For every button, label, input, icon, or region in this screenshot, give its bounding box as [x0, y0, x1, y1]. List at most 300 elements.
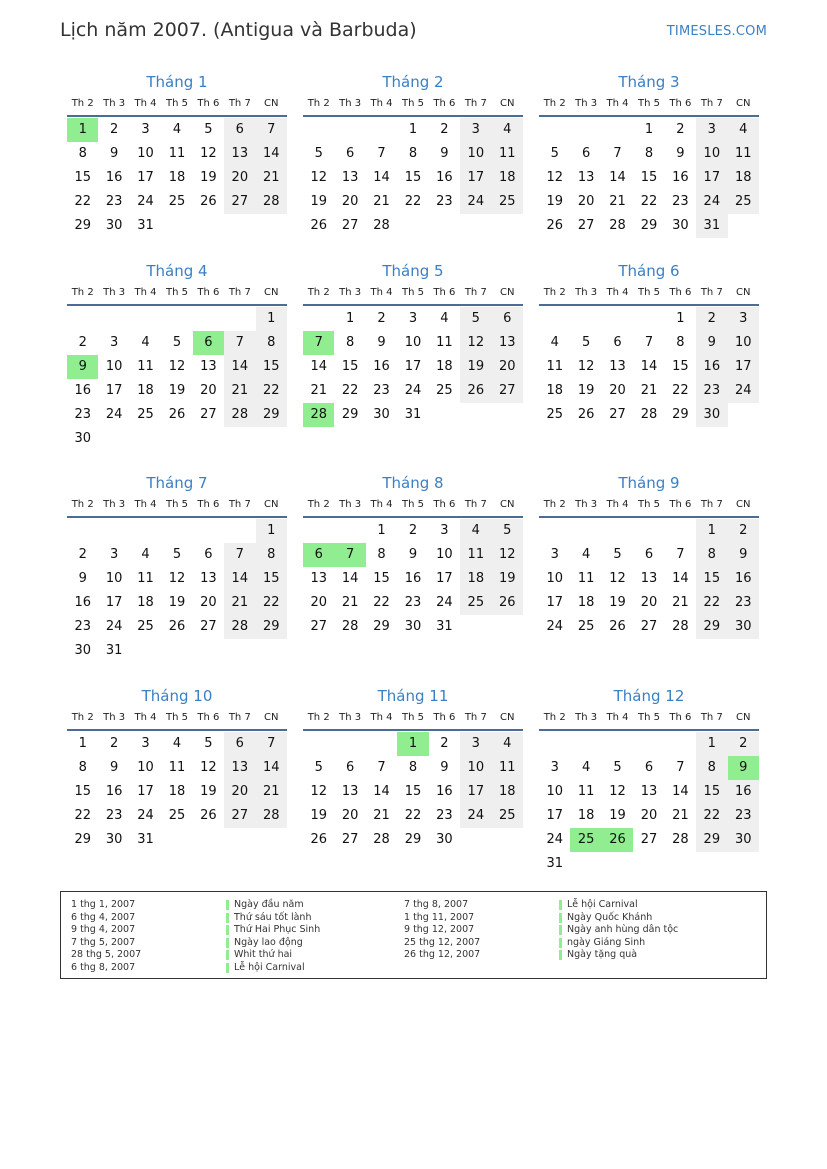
- day-cell: 4: [141, 335, 150, 350]
- weekday-label: Th 2: [543, 287, 566, 298]
- day-cell: 23: [373, 383, 390, 398]
- day-cell: 15: [640, 170, 658, 185]
- day-cell: 22: [256, 379, 287, 403]
- weekday-label: Th 2: [307, 499, 330, 510]
- day-cell: 28: [224, 615, 255, 639]
- day-cell: 7: [303, 331, 334, 355]
- weekday-label: Th 4: [370, 98, 393, 109]
- day-cell: 6: [303, 543, 334, 567]
- legend-entry: 6 thg 4, 2007: [71, 911, 136, 923]
- legend-entry: Ngày anh hùng dân tộc: [559, 924, 678, 937]
- day-cell: 7: [676, 760, 685, 775]
- day-cell: 30: [728, 615, 759, 639]
- day-cell: 11: [137, 571, 154, 586]
- legend-dates-col-1: [71, 899, 141, 974]
- day-cell: 7: [644, 335, 654, 350]
- day-cell: 15: [696, 567, 727, 591]
- empty-cell: [602, 732, 633, 756]
- day-cell: 10: [105, 359, 123, 374]
- day-cell: 24: [105, 407, 123, 422]
- day-cell: 8: [78, 146, 87, 161]
- weekday-label: Th 4: [606, 287, 629, 298]
- month-name: Tháng 4: [146, 262, 208, 280]
- weekday-header: [303, 93, 523, 117]
- day-cell: 14: [672, 571, 689, 586]
- day-cell: 1: [696, 519, 727, 543]
- day-cell: 30: [696, 403, 727, 427]
- day-cell: 20: [224, 780, 255, 804]
- day-cell: 5: [314, 760, 323, 775]
- weekday-label: Th 5: [401, 98, 424, 109]
- day-cell: 5: [314, 146, 323, 161]
- weekday-label: Th 4: [370, 712, 393, 723]
- day-cell: 24: [436, 595, 453, 610]
- day-cell: 23: [436, 194, 453, 209]
- day-cell: 14: [373, 170, 390, 185]
- weekday-label: Th 4: [606, 712, 629, 723]
- day-cell: 31: [105, 643, 123, 658]
- day-grid: [67, 732, 287, 852]
- day-cell: 24: [105, 619, 123, 634]
- day-cell: 1: [377, 523, 386, 538]
- day-cell: 4: [172, 122, 182, 137]
- day-cell: 12: [609, 784, 626, 799]
- day-cell: 27: [200, 619, 217, 634]
- day-cell: 24: [460, 804, 491, 828]
- weekday-label: Th 3: [103, 712, 126, 723]
- day-cell: 5: [172, 335, 182, 350]
- day-cell: 13: [609, 359, 626, 374]
- day-cell: 15: [404, 784, 422, 799]
- day-cell: 14: [224, 567, 255, 591]
- day-cell: 16: [728, 567, 759, 591]
- weekday-label: Th 3: [339, 499, 362, 510]
- weekday-label: Th 2: [71, 499, 94, 510]
- day-cell: 16: [404, 571, 422, 586]
- day-cell: 24: [696, 190, 727, 214]
- empty-cell: [602, 519, 633, 543]
- day-cell: 10: [460, 142, 491, 166]
- day-cell: 1: [676, 311, 685, 326]
- day-cell: 12: [310, 170, 327, 185]
- day-cell: 20: [200, 383, 217, 398]
- day-cell: 8: [676, 335, 685, 350]
- day-cell: 8: [377, 547, 386, 562]
- month-block: [67, 260, 287, 451]
- day-cell: 16: [74, 595, 91, 610]
- day-cell: 17: [460, 780, 491, 804]
- day-cell: 25: [137, 619, 154, 634]
- weekday-header: [539, 93, 759, 117]
- month-block: [67, 472, 287, 663]
- weekday-header: [67, 707, 287, 731]
- day-cell: 9: [109, 146, 119, 161]
- day-cell: 8: [696, 756, 727, 780]
- day-cell: 14: [256, 142, 287, 166]
- day-cell: 21: [609, 194, 626, 209]
- day-cell: 3: [141, 736, 150, 751]
- weekday-header: [303, 282, 523, 306]
- day-cell: 26: [168, 407, 186, 422]
- day-cell: 10: [137, 146, 154, 161]
- day-cell: 13: [640, 571, 658, 586]
- day-cell: 3: [408, 311, 418, 326]
- day-cell: 8: [345, 335, 355, 350]
- weekday-header: [67, 494, 287, 518]
- day-cell: 6: [224, 732, 255, 756]
- empty-cell: [130, 519, 161, 543]
- day-cell: 16: [74, 383, 91, 398]
- legend-entry: Lễ hội Carnival: [559, 899, 678, 912]
- day-cell: 1: [67, 118, 98, 142]
- day-cell: 1: [397, 732, 428, 756]
- legend-entry: Whit thứ hai: [226, 949, 320, 962]
- day-cell: 7: [613, 146, 622, 161]
- day-cell: 11: [492, 756, 523, 780]
- day-cell: 18: [168, 784, 186, 799]
- day-cell: 14: [224, 355, 255, 379]
- legend-dates-col-2: [404, 899, 480, 962]
- day-cell: 30: [672, 218, 689, 233]
- day-cell: 6: [204, 547, 213, 562]
- day-cell: 18: [577, 595, 595, 610]
- day-cell: 26: [310, 218, 327, 233]
- day-cell: 6: [345, 146, 355, 161]
- day-cell: 17: [728, 355, 759, 379]
- day-cell: 19: [168, 383, 186, 398]
- weekday-label: Th 5: [165, 287, 188, 298]
- month-name: Tháng 7: [146, 474, 208, 492]
- day-cell: 10: [436, 547, 453, 562]
- weekday-label: Th 7: [464, 287, 487, 298]
- day-cell: 28: [303, 403, 334, 427]
- legend-entry: Thứ Hai Phục Sinh: [226, 924, 320, 937]
- day-cell: 20: [224, 166, 255, 190]
- legend-entry: Ngày đầu năm: [226, 899, 320, 912]
- day-cell: 28: [256, 804, 287, 828]
- month-name: Tháng 11: [377, 687, 449, 705]
- day-cell: 4: [581, 547, 591, 562]
- day-cell: 18: [436, 359, 453, 374]
- weekday-label: Th 2: [71, 712, 94, 723]
- day-cell: 20: [609, 383, 626, 398]
- day-cell: 5: [550, 146, 559, 161]
- day-cell: 17: [137, 784, 154, 799]
- day-cell: 3: [440, 523, 449, 538]
- day-cell: 13: [200, 359, 217, 374]
- weekday-label: Th 5: [401, 499, 424, 510]
- weekday-label: Th 2: [307, 712, 330, 723]
- day-cell: 6: [193, 331, 224, 355]
- day-cell: 22: [74, 194, 91, 209]
- day-cell: 11: [728, 142, 759, 166]
- day-cell: 28: [672, 619, 689, 634]
- day-cell: 9: [676, 146, 685, 161]
- day-cell: 5: [613, 760, 622, 775]
- day-cell: 10: [105, 571, 123, 586]
- day-cell: 25: [168, 808, 186, 823]
- day-cell: 17: [436, 571, 453, 586]
- day-cell: 13: [224, 756, 255, 780]
- weekday-label: Th 7: [228, 499, 251, 510]
- empty-cell: [224, 307, 255, 331]
- day-cell: 29: [373, 619, 390, 634]
- legend-entry: Ngày lao động: [226, 937, 320, 950]
- weekday-label: Th 3: [339, 712, 362, 723]
- day-cell: 16: [105, 170, 123, 185]
- weekday-header: [303, 494, 523, 518]
- month-name: Tháng 5: [382, 262, 444, 280]
- day-cell: 4: [460, 519, 491, 543]
- day-cell: 5: [172, 547, 182, 562]
- day-cell: 21: [256, 166, 287, 190]
- day-grid: [539, 732, 759, 876]
- empty-cell: [130, 307, 161, 331]
- day-cell: 1: [644, 122, 654, 137]
- day-cell: 23: [728, 804, 759, 828]
- month-block: [539, 71, 759, 238]
- weekday-label: Th 4: [134, 98, 157, 109]
- weekday-label: Th 3: [575, 98, 598, 109]
- month-block: [539, 260, 759, 427]
- page-title: Lịch năm 2007. (Antigua và Barbuda): [60, 19, 417, 41]
- day-cell: 7: [224, 543, 255, 567]
- day-cell: 31: [137, 218, 154, 233]
- empty-cell: [366, 118, 397, 142]
- weekday-label: Th 2: [543, 712, 566, 723]
- weekday-label: Th 5: [165, 98, 188, 109]
- day-cell: 26: [460, 379, 491, 403]
- day-cell: 9: [440, 760, 449, 775]
- day-cell: 8: [696, 543, 727, 567]
- day-cell: 13: [200, 571, 217, 586]
- weekday-label: Th 6: [669, 98, 692, 109]
- day-cell: 23: [728, 591, 759, 615]
- brand-link[interactable]: TIMESLES.COM: [666, 24, 767, 39]
- day-cell: 4: [492, 118, 523, 142]
- day-cell: 16: [373, 359, 390, 374]
- day-cell: 29: [696, 615, 727, 639]
- day-cell: 9: [67, 355, 98, 379]
- empty-cell: [224, 519, 255, 543]
- day-cell: 6: [613, 335, 622, 350]
- weekday-label: Th 7: [464, 712, 487, 723]
- day-cell: 11: [577, 784, 595, 799]
- empty-cell: [161, 307, 192, 331]
- day-cell: 28: [373, 832, 390, 847]
- empty-cell: [539, 307, 570, 331]
- month-block: [303, 685, 523, 852]
- day-cell: 19: [200, 784, 217, 799]
- day-cell: 8: [408, 146, 418, 161]
- day-cell: 30: [373, 407, 390, 422]
- empty-cell: [67, 519, 98, 543]
- day-cell: 28: [672, 832, 689, 847]
- day-cell: 18: [728, 166, 759, 190]
- day-cell: 17: [404, 359, 422, 374]
- day-cell: 21: [224, 379, 255, 403]
- day-cell: 26: [200, 194, 217, 209]
- day-cell: 10: [460, 756, 491, 780]
- day-cell: 12: [546, 170, 563, 185]
- weekday-label: CN: [736, 287, 751, 298]
- day-cell: 17: [105, 383, 123, 398]
- weekday-label: CN: [264, 98, 279, 109]
- legend-entry: 1 thg 1, 2007: [71, 899, 136, 910]
- weekday-label: Th 6: [433, 499, 456, 510]
- day-cell: 16: [696, 355, 727, 379]
- day-grid: [67, 118, 287, 238]
- weekday-label: Th 2: [543, 499, 566, 510]
- day-cell: 8: [408, 760, 418, 775]
- weekday-label: CN: [500, 98, 515, 109]
- day-cell: 7: [377, 146, 386, 161]
- day-cell: 26: [546, 218, 563, 233]
- weekday-label: Th 4: [370, 287, 393, 298]
- day-cell: 7: [256, 118, 287, 142]
- weekday-label: Th 7: [464, 98, 487, 109]
- day-cell: 25: [492, 804, 523, 828]
- day-grid: [67, 307, 287, 451]
- day-cell: 3: [141, 122, 150, 137]
- day-cell: 3: [550, 760, 559, 775]
- day-cell: 25: [137, 407, 154, 422]
- weekday-label: Th 3: [103, 287, 126, 298]
- day-cell: 1: [78, 736, 87, 751]
- month-name: Tháng 3: [618, 73, 680, 91]
- weekday-label: Th 6: [433, 712, 456, 723]
- day-cell: 15: [696, 780, 727, 804]
- weekday-label: Th 5: [165, 499, 188, 510]
- weekday-header: [303, 707, 523, 731]
- day-cell: 13: [341, 784, 359, 799]
- empty-cell: [633, 519, 664, 543]
- legend-entry: 26 thg 12, 2007: [404, 949, 481, 960]
- day-cell: 4: [141, 547, 150, 562]
- weekday-label: Th 7: [700, 712, 723, 723]
- weekday-label: Th 2: [71, 98, 94, 109]
- day-cell: 22: [404, 194, 422, 209]
- empty-cell: [665, 732, 696, 756]
- day-cell: 8: [644, 146, 654, 161]
- day-cell: 20: [341, 808, 359, 823]
- day-cell: 18: [577, 808, 595, 823]
- legend-entry: 7 thg 8, 2007: [404, 899, 469, 910]
- day-cell: 2: [696, 307, 727, 331]
- day-cell: 25: [168, 194, 186, 209]
- day-cell: 23: [105, 194, 123, 209]
- legend-entry: Ngày Quốc Khánh: [559, 912, 678, 925]
- day-cell: 7: [224, 331, 255, 355]
- day-cell: 25: [570, 828, 601, 852]
- day-cell: 31: [436, 619, 453, 634]
- day-grid: [303, 118, 523, 238]
- day-cell: 10: [546, 784, 563, 799]
- day-cell: 2: [728, 732, 759, 756]
- day-cell: 27: [310, 619, 327, 634]
- day-cell: 1: [408, 122, 418, 137]
- weekday-label: Th 7: [464, 499, 487, 510]
- day-cell: 8: [78, 760, 87, 775]
- day-cell: 31: [404, 407, 422, 422]
- day-cell: 1: [696, 732, 727, 756]
- weekday-label: Th 3: [339, 287, 362, 298]
- empty-cell: [539, 732, 570, 756]
- day-cell: 6: [644, 760, 654, 775]
- day-cell: 5: [204, 122, 213, 137]
- day-cell: 30: [728, 828, 759, 852]
- day-cell: 1: [256, 307, 287, 331]
- day-cell: 12: [310, 784, 327, 799]
- day-cell: 14: [672, 784, 689, 799]
- weekday-label: CN: [264, 499, 279, 510]
- weekday-label: Th 2: [307, 98, 330, 109]
- empty-cell: [193, 519, 224, 543]
- weekday-label: Th 6: [433, 287, 456, 298]
- day-cell: 12: [168, 359, 186, 374]
- weekday-label: CN: [736, 712, 751, 723]
- weekday-label: Th 4: [606, 499, 629, 510]
- empty-cell: [303, 307, 334, 331]
- day-cell: 27: [341, 832, 359, 847]
- empty-cell: [539, 118, 570, 142]
- day-cell: 11: [546, 359, 563, 374]
- day-cell: 23: [404, 595, 422, 610]
- day-cell: 7: [256, 732, 287, 756]
- day-cell: 6: [224, 118, 255, 142]
- day-cell: 25: [577, 619, 595, 634]
- day-cell: 20: [310, 595, 327, 610]
- day-cell: 14: [609, 170, 626, 185]
- weekday-label: CN: [500, 287, 515, 298]
- day-cell: 4: [728, 118, 759, 142]
- day-cell: 19: [492, 567, 523, 591]
- day-cell: 13: [310, 571, 327, 586]
- day-cell: 17: [546, 808, 563, 823]
- day-cell: 12: [200, 760, 217, 775]
- day-cell: 19: [460, 355, 491, 379]
- weekday-label: Th 3: [575, 499, 598, 510]
- legend-entry: ngày Giáng Sinh: [559, 937, 678, 950]
- day-cell: 13: [640, 784, 658, 799]
- day-cell: 30: [436, 832, 453, 847]
- day-cell: 16: [436, 784, 453, 799]
- day-cell: 29: [256, 615, 287, 639]
- month-name: Tháng 2: [382, 73, 444, 91]
- day-cell: 13: [492, 331, 523, 355]
- weekday-label: Th 5: [637, 712, 660, 723]
- day-cell: 7: [676, 547, 685, 562]
- day-cell: 1: [256, 519, 287, 543]
- day-cell: 20: [341, 194, 359, 209]
- day-cell: 3: [728, 307, 759, 331]
- day-cell: 31: [696, 214, 727, 238]
- day-cell: 8: [256, 543, 287, 567]
- day-cell: 18: [137, 595, 154, 610]
- day-cell: 27: [341, 218, 359, 233]
- day-cell: 5: [613, 547, 622, 562]
- day-cell: 19: [577, 383, 595, 398]
- day-cell: 3: [550, 547, 559, 562]
- day-cell: 30: [404, 619, 422, 634]
- empty-cell: [303, 519, 334, 543]
- day-cell: 18: [492, 780, 523, 804]
- day-cell: 29: [74, 218, 91, 233]
- day-grid: [539, 307, 759, 427]
- weekday-label: Th 7: [228, 712, 251, 723]
- day-cell: 25: [460, 591, 491, 615]
- day-cell: 16: [105, 784, 123, 799]
